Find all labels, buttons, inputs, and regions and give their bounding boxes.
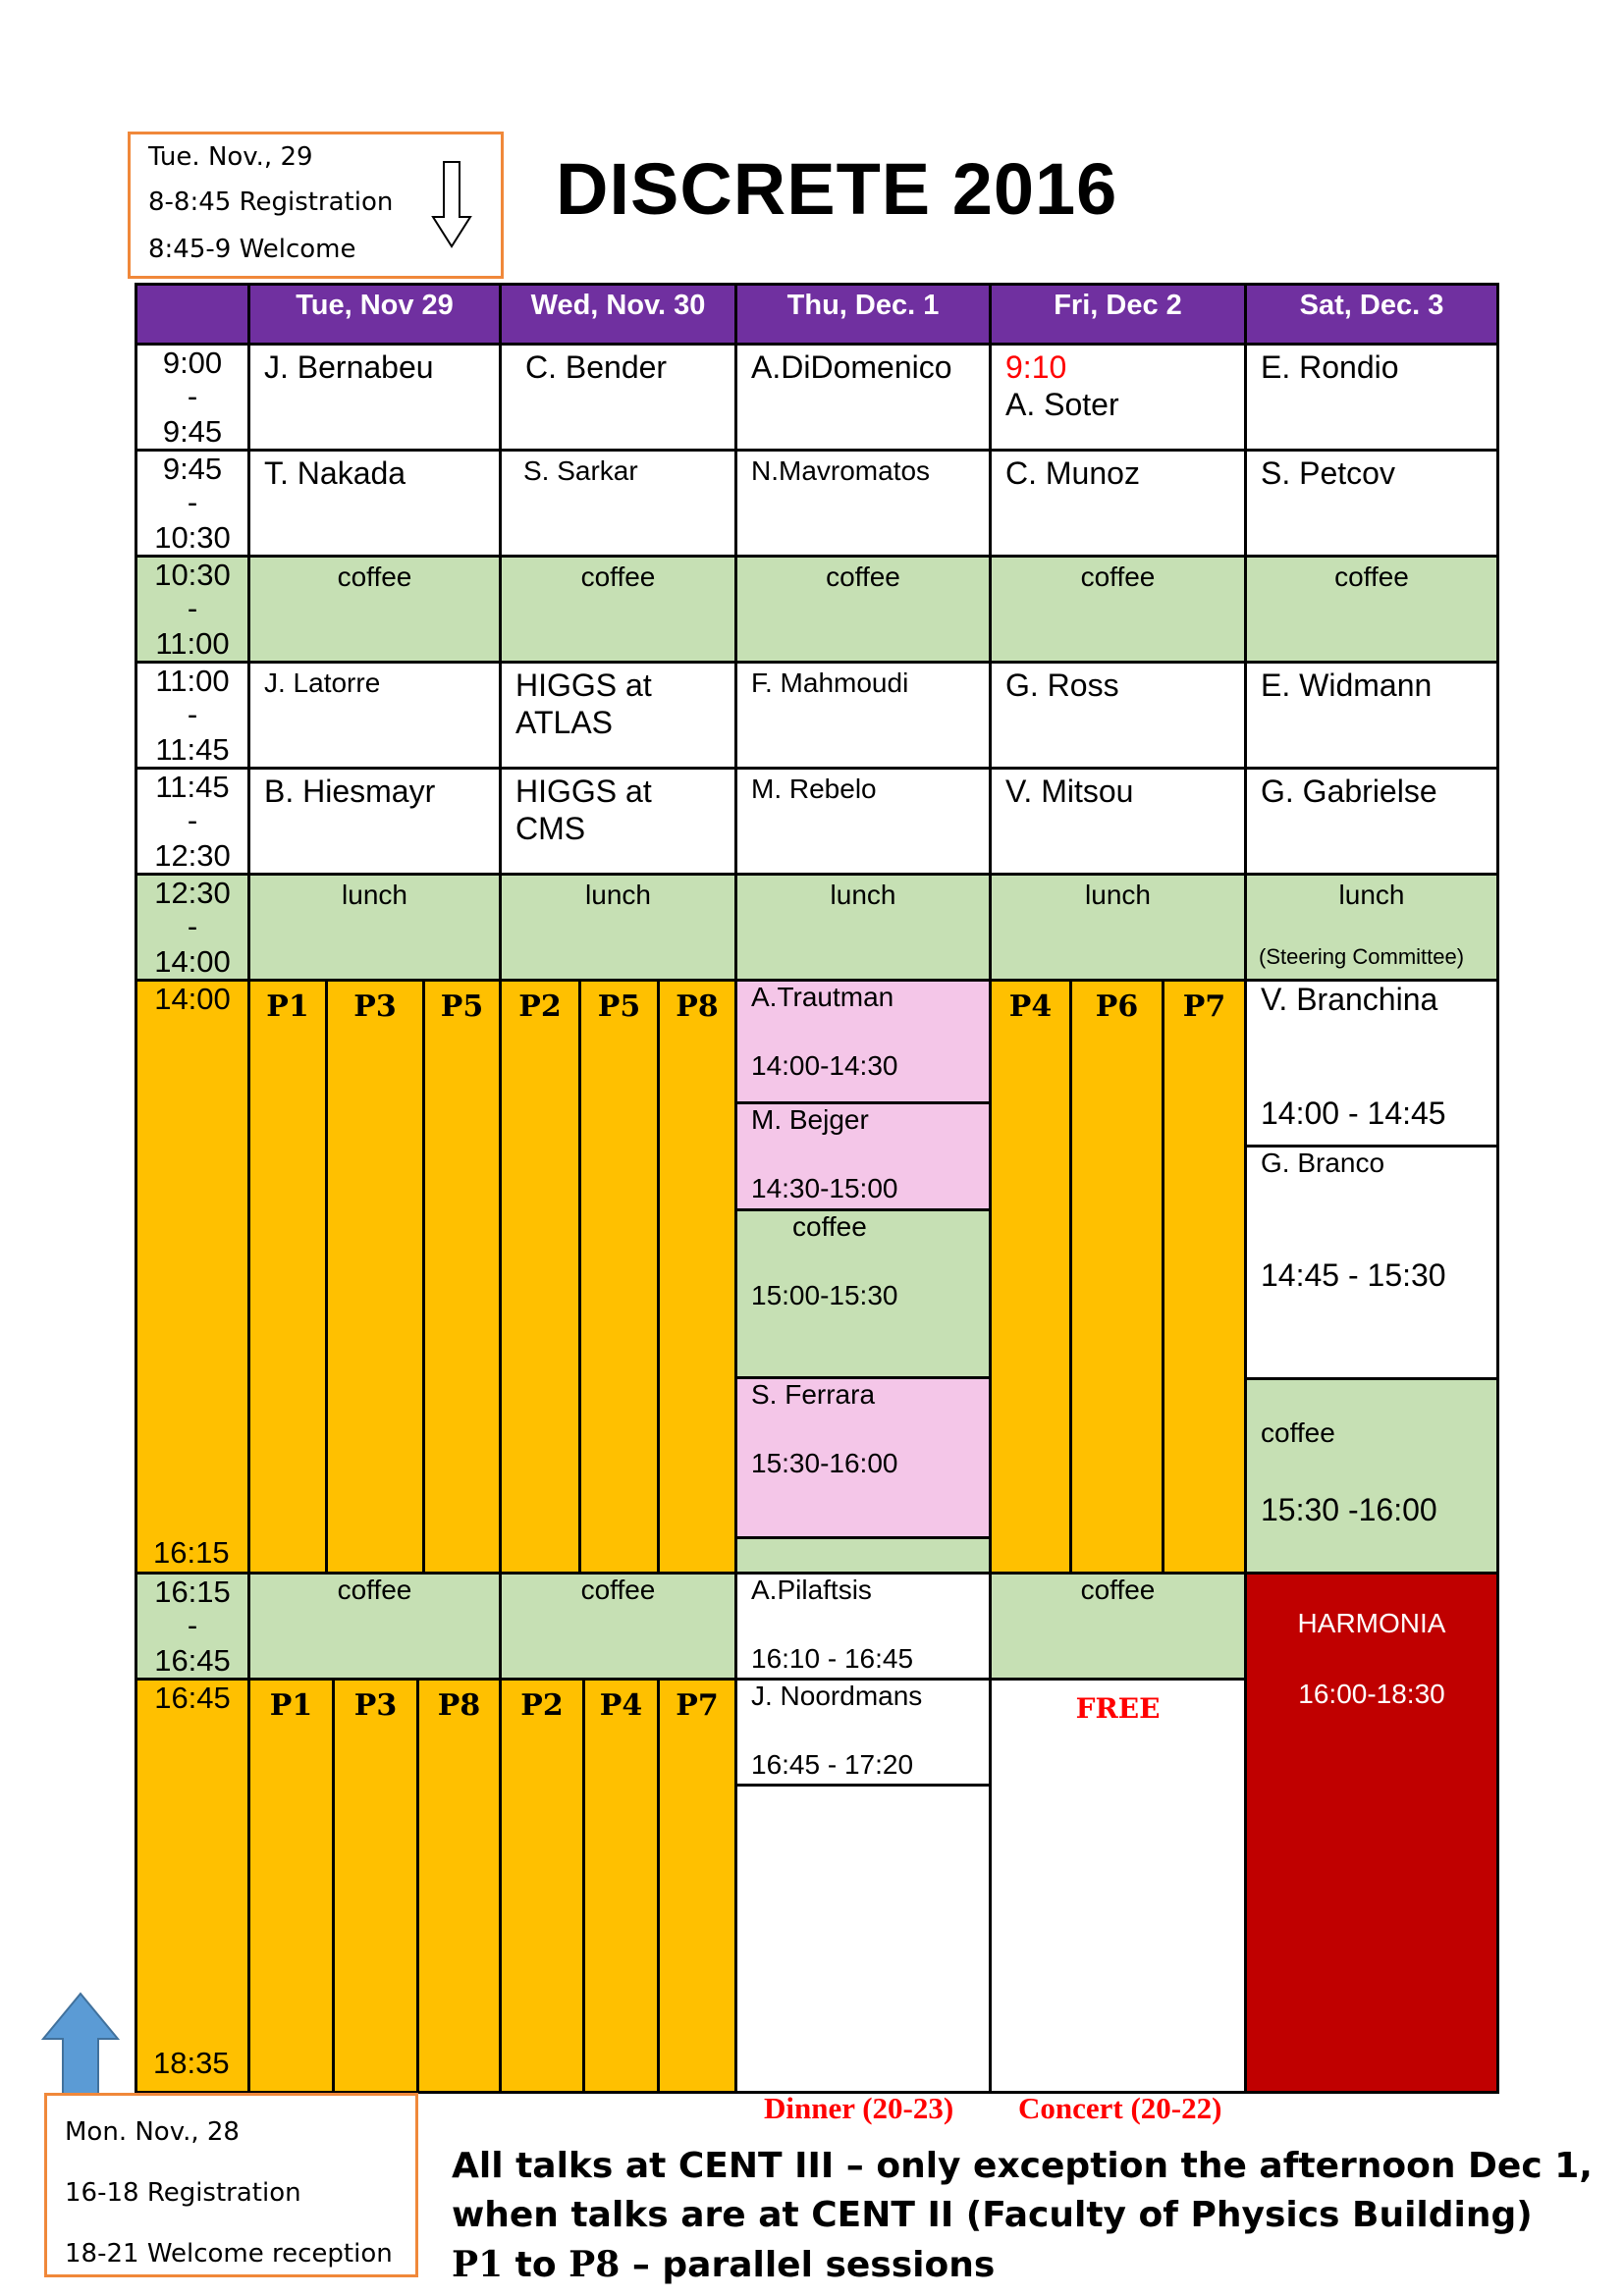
note-p8: P8 (568, 2244, 621, 2285)
talk-wed-row1: C. Bender (499, 343, 737, 452)
coffee-fri-pm: coffee (989, 1572, 1247, 1681)
lunch-tue: lunch (247, 873, 502, 982)
note-parallel-sessions: – parallel sessions (631, 2245, 996, 2285)
note-to: to (514, 2245, 557, 2285)
top-info-date: Tue. Nov., 29 (148, 142, 313, 172)
coffee-fri-am: coffee (989, 555, 1247, 664)
note-p1: P1 (452, 2244, 504, 2285)
talk-sat-row5: G. Gabrielse (1244, 767, 1499, 876)
harmonia-event: HARMONIA 16:00-18:30 (1244, 1572, 1499, 2094)
header-tue: Tue, Nov 29 (247, 283, 502, 346)
top-info-registration: 8-8:45 Registration (148, 187, 394, 217)
header-sat: Sat, Dec. 3 (1244, 283, 1499, 346)
time-slot-7: 14:00 16:15 (135, 979, 250, 1575)
parallel-tue-p3: P3 (325, 979, 425, 1575)
parallel2-tue-p1: P1 (247, 1678, 335, 2094)
parallel-tue-p1: P1 (247, 979, 328, 1575)
header-wed: Wed, Nov. 30 (499, 283, 737, 346)
talk-thu-pm2: M. Bejger 14:30-15:00 (734, 1101, 992, 1211)
talk-sat-pm2: G. Branco 14:45 - 15:30 (1244, 1145, 1499, 1380)
venue-note-2: when talks are at CENT II (Faculty of Physics Building) (452, 2195, 1533, 2235)
page-title: DISCRETE 2016 (556, 148, 1118, 230)
talk-fri-row2: C. Munoz (989, 449, 1247, 558)
parallel-fri-p7: P7 (1162, 979, 1247, 1575)
talk-fri-row5: V. Mitsou (989, 767, 1247, 876)
parallel-wed-p5: P5 (578, 979, 660, 1575)
time-slot-2: 9:45 - 10:30 (135, 449, 250, 558)
talk-thu-row1: A.DiDomenico (734, 343, 992, 452)
time-slot-9: 16:45 18:35 (135, 1678, 250, 2094)
thu-gap (734, 1536, 992, 1575)
talk-sat-row1: E. Rondio (1244, 343, 1499, 452)
header-thu: Thu, Dec. 1 (734, 283, 992, 346)
talk-thu-row5: M. Rebelo (734, 767, 992, 876)
talk-sat-row2: S. Petcov (1244, 449, 1499, 558)
talk-tue-row5: B. Hiesmayr (247, 767, 502, 876)
coffee-thu-am: coffee (734, 555, 992, 664)
up-arrow-icon (41, 1992, 120, 2098)
time-slot-4: 11:00 - 11:45 (135, 661, 250, 770)
coffee-tue-am: coffee (247, 555, 502, 664)
talk-tue-row1: J. Bernabeu (247, 343, 502, 452)
talk-thu-pm1: A.Trautman 14:00-14:30 (734, 979, 992, 1104)
parallel-sessions-note (452, 2244, 995, 2285)
coffee-wed-pm: coffee (499, 1572, 737, 1681)
talk-wed-row2: S. Sarkar (499, 449, 737, 558)
parallel-wed-p2: P2 (499, 979, 581, 1575)
lunch-sat: lunch (Steering Committee) (1244, 873, 1499, 982)
talk-thu-row8: A.Pilaftsis 16:10 - 16:45 (734, 1572, 992, 1681)
dinner-label: Dinner (20-23) (764, 2091, 954, 2125)
concert-label: Concert (20-22) (1018, 2091, 1222, 2125)
coffee-sat-am: coffee (1244, 555, 1499, 664)
talk-sat-pm1: V. Branchina 14:00 - 14:45 (1244, 979, 1499, 1148)
top-info-welcome: 8:45-9 Welcome (148, 235, 356, 264)
parallel2-tue-p8: P8 (416, 1678, 502, 2094)
coffee-wed-am: coffee (499, 555, 737, 664)
lunch-wed: lunch (499, 873, 737, 982)
talk-fri-row4: G. Ross (989, 661, 1247, 770)
parallel2-wed-p4: P4 (582, 1678, 660, 2094)
talk-thu-row4: F. Mahmoudi (734, 661, 992, 770)
thu-evening-empty (734, 1784, 992, 2094)
time-slot-5: 11:45 - 12:30 (135, 767, 250, 876)
bottom-info-registration: 16-18 Registration (65, 2178, 301, 2208)
time-slot-3: 10:30 - 11:00 (135, 555, 250, 664)
parallel2-wed-p2: P2 (499, 1678, 585, 2094)
talk-wed-row4: HIGGS at ATLAS (499, 661, 737, 770)
parallel2-wed-p7: P7 (657, 1678, 737, 2094)
bottom-info-date: Mon. Nov., 28 (65, 2117, 240, 2147)
talk-wed-row5: HIGGS at CMS (499, 767, 737, 876)
talk-fri-row1: 9:10 A. Soter (989, 343, 1247, 452)
time-slot-6: 12:30 - 14:00 (135, 873, 250, 982)
time-slot-1: 9:00 - 9:45 (135, 343, 250, 452)
talk-thu-row9: J. Noordmans 16:45 - 17:20 (734, 1678, 992, 1787)
lunch-thu: lunch (734, 873, 992, 982)
parallel-tue-p5: P5 (422, 979, 502, 1575)
talk-sat-row4: E. Widmann (1244, 661, 1499, 770)
bottom-info-reception: 18-21 Welcome reception (65, 2239, 393, 2269)
venue-note-1: All talks at CENT III – only exception the afternoon Dec 1, (452, 2146, 1593, 2186)
coffee-thu-pm: coffee 15:00-15:30 (734, 1208, 992, 1379)
header-fri: Fri, Dec 2 (989, 283, 1247, 346)
parallel2-tue-p3: P3 (332, 1678, 419, 2094)
coffee-tue-pm: coffee (247, 1572, 502, 1681)
bottom-info-box (44, 2093, 418, 2277)
down-arrow-icon (431, 160, 472, 248)
header-corner (135, 283, 250, 346)
coffee-sat-pm: coffee 15:30 -16:00 (1244, 1377, 1499, 1575)
talk-thu-pm3: S. Ferrara 15:30-16:00 (734, 1376, 992, 1539)
free-fri: FREE (989, 1678, 1247, 2094)
time-slot-8: 16:15 - 16:45 (135, 1572, 250, 1681)
top-info-box (128, 132, 504, 279)
parallel-fri-p6: P6 (1069, 979, 1164, 1575)
talk-tue-row4: J. Latorre (247, 661, 502, 770)
lunch-fri: lunch (989, 873, 1247, 982)
parallel-wed-p8: P8 (657, 979, 737, 1575)
talk-thu-row2: N.Mavromatos (734, 449, 992, 558)
talk-tue-row2: T. Nakada (247, 449, 502, 558)
parallel-fri-p4: P4 (989, 979, 1072, 1575)
